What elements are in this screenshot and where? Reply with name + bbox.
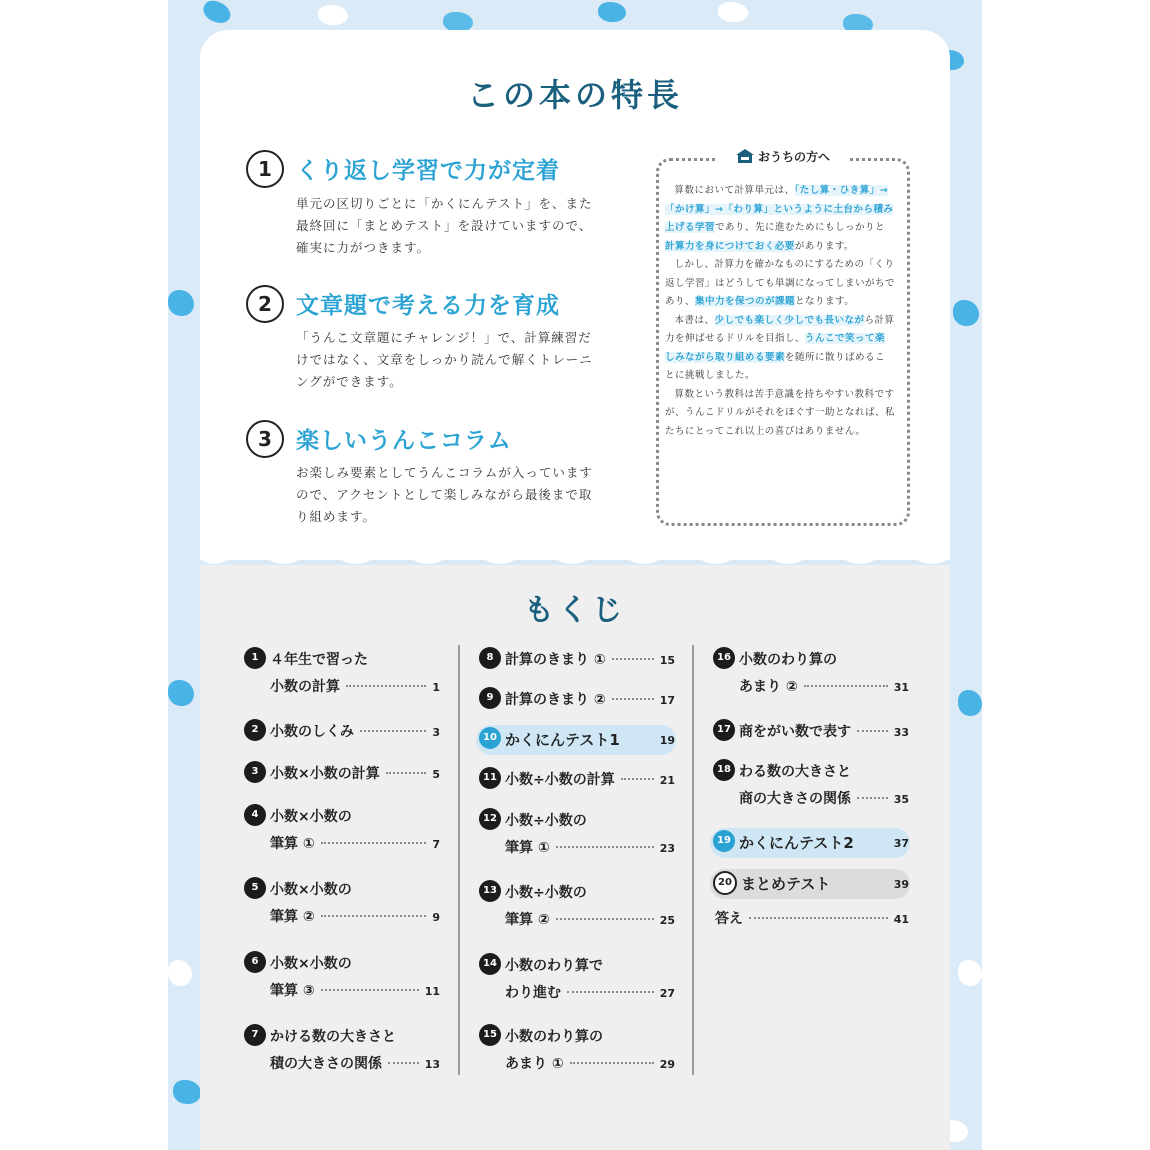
dot-leader [321, 989, 419, 991]
toc-label: 筆算 ② [505, 912, 550, 928]
dot-leader [749, 917, 888, 919]
toc-label: 小数×小数の [270, 956, 352, 972]
toc-label: 筆算 ② [270, 909, 315, 925]
toc-entry [270, 719, 440, 746]
note-text: 本書は、 [674, 314, 715, 326]
chapter-number: 20 [713, 871, 737, 895]
page-number: 33 [893, 726, 909, 739]
toc-entry [270, 804, 440, 858]
note-highlight: 少しでも楽しく少しでも長いなが [714, 314, 865, 326]
page-number: 3 [432, 726, 440, 739]
chapter-number: 11 [479, 767, 501, 789]
dot-leader [388, 1062, 419, 1064]
toc-label: わり進む [505, 985, 561, 1001]
page-number: 35 [893, 793, 909, 806]
blue-blob [443, 12, 473, 32]
toc-label: ４年生で習った [270, 652, 368, 668]
page-number: 37 [893, 837, 909, 850]
feature-heading: 楽しいうんこコラム [296, 428, 512, 454]
toc-item[interactable] [244, 804, 440, 858]
page-number: 5 [432, 768, 440, 781]
toc-label: かける数の大きさと [270, 1029, 396, 1045]
toc-entry [505, 727, 675, 754]
toc-item[interactable] [244, 877, 440, 931]
page-number: 29 [659, 1058, 675, 1071]
toc-label: 小数のわり算で [505, 958, 603, 974]
dot-leader [804, 685, 888, 687]
blue-blob [168, 290, 194, 316]
chapter-number: 7 [244, 1024, 266, 1046]
feature-heading: 文章題で考える力を育成 [296, 293, 560, 319]
note-text: であり、先に進むためにもしっかりと [715, 222, 886, 233]
toc-item[interactable] [713, 647, 909, 701]
page-number: 39 [893, 878, 909, 891]
toc-entry [505, 1024, 675, 1078]
toc-entry [505, 767, 675, 794]
page-number: 23 [659, 842, 675, 855]
parent-note-title: おうちの方へ [757, 150, 830, 164]
toc-label: 筆算 ① [505, 840, 550, 856]
feature-number: 1 [246, 150, 284, 188]
blue-blob [168, 680, 194, 706]
blue-blob [953, 300, 979, 326]
dot-leader [556, 846, 654, 848]
chapter-number: 2 [244, 719, 266, 741]
page-number: 15 [659, 654, 675, 667]
toc-label: 筆算 ③ [270, 983, 315, 999]
note-highlight: 集中力を保つのが課題 [695, 296, 796, 307]
chapter-number: 13 [479, 880, 501, 902]
page-number: 13 [424, 1058, 440, 1071]
dot-leader [567, 991, 654, 993]
feature-number: 3 [246, 420, 284, 458]
toc-entry [270, 951, 440, 1005]
dot-leader [321, 915, 427, 917]
chapter-number: 6 [244, 951, 266, 973]
toc-entry [739, 647, 909, 701]
toc-label: 小数×小数の [270, 809, 352, 825]
toc-item[interactable] [479, 880, 675, 934]
feature-body: 「うんこ文章題にチャレンジ！」で、計算練習だけではなく、文章をしっかり読んで解くトレーニングができます。 [296, 330, 593, 389]
dot-leader [346, 685, 426, 687]
toc-label: 小数×小数の [270, 882, 352, 898]
chapter-number: 17 [713, 719, 735, 741]
dot-leader [612, 698, 654, 700]
toc-label: 計算のきまり ② [505, 692, 606, 708]
toc-label: 小数のわり算の [739, 652, 837, 668]
toc-item[interactable] [244, 647, 440, 701]
toc-label: わる数の大きさと [739, 764, 851, 780]
chapter-number: 4 [244, 804, 266, 826]
toc-item[interactable] [479, 1024, 675, 1078]
white-blob [958, 960, 982, 986]
dot-leader [857, 730, 888, 732]
white-blob [718, 2, 748, 22]
toc-entry [505, 880, 675, 934]
toc-entry [270, 647, 440, 701]
chapter-number: 10 [479, 727, 501, 749]
toc-item[interactable] [479, 808, 675, 862]
toc-label: かくにんテスト1 [505, 731, 620, 749]
page-number: 21 [659, 774, 675, 787]
features-title: この本の特長 [466, 76, 683, 114]
toc-item[interactable] [713, 830, 909, 857]
feature-heading: くり返し学習で力が定着 [296, 158, 560, 184]
dot-leader [570, 1062, 654, 1064]
note-text: があります。 [794, 240, 855, 252]
toc-label: 小数×小数の計算 [270, 766, 380, 782]
chapter-number: 9 [479, 687, 501, 709]
parent-note-heading [718, 148, 848, 165]
toc-entry [270, 1024, 440, 1078]
dot-leader [612, 658, 654, 660]
toc-entry [505, 953, 675, 1007]
page-number: 19 [659, 734, 675, 747]
note-text: 算数において計算単元は、 [674, 185, 795, 196]
toc-label: 筆算 ① [270, 836, 315, 852]
note-paragraph [665, 182, 895, 256]
toc-item[interactable] [713, 719, 909, 746]
chapter-number: 12 [479, 808, 501, 830]
chapter-number: 5 [244, 877, 266, 899]
note-text: となります。 [795, 296, 855, 307]
note-highlight: 計算力を身につけておく必要 [665, 240, 795, 252]
chapter-number: 15 [479, 1024, 501, 1046]
toc-item[interactable] [479, 647, 675, 674]
toc-item[interactable] [713, 871, 909, 898]
note-paragraph [665, 256, 895, 312]
note-text: を随所に散りばめることに挑戦しました。 [665, 351, 886, 381]
chapter-number: 14 [479, 953, 501, 975]
toc-label: かくにんテスト2 [739, 834, 854, 852]
toc-label: あまり ① [505, 1056, 564, 1072]
toc-item[interactable] [713, 759, 909, 813]
toc-entry [505, 647, 675, 674]
toc-entry [505, 808, 675, 862]
note-text: しかし、計算力を確かなものにするための「くり返し学習」はどうしても単調になってしまいがちであり、 [665, 259, 895, 307]
toc-entry [739, 759, 909, 813]
toc-entry [270, 877, 440, 931]
page-number: 9 [432, 911, 440, 924]
toc-label: 答え [715, 911, 743, 927]
toc-label: 小数÷小数の計算 [505, 772, 615, 788]
house-icon [736, 149, 754, 163]
toc-label: あまり ② [739, 679, 798, 695]
toc-item[interactable] [244, 719, 440, 746]
page-number: 25 [659, 914, 675, 927]
feature-body: お楽しみ要素としてうんこコラムが入っていますので、アクセントとして楽しみながら最後まで取り組めます。 [296, 465, 593, 524]
chapter-number: 8 [479, 647, 501, 669]
toc-item[interactable] [244, 951, 440, 1005]
toc-label: 小数÷小数の [505, 813, 587, 829]
column-divider [692, 645, 694, 1075]
dot-leader [857, 797, 888, 799]
white-blob [318, 5, 348, 25]
note-highlight: 「たし算・ひき算」→「かけ算」→「わり算」というように土台から積み上げる学習 [665, 185, 894, 233]
toc-entry [739, 830, 909, 857]
toc-label: 商の大きさの関係 [739, 791, 851, 807]
blue-blob [173, 1080, 201, 1104]
toc-label: 小数÷小数の [505, 885, 587, 901]
toc-entry [505, 687, 675, 714]
page-number: 1 [432, 681, 440, 694]
toc-label: まとめテスト [741, 875, 831, 893]
page-number: 17 [659, 694, 675, 707]
page-number: 27 [659, 987, 675, 1000]
dot-leader [556, 918, 654, 920]
page-number: 31 [893, 681, 909, 694]
toc-item[interactable] [479, 727, 675, 754]
toc-label: 積の大きさの関係 [270, 1056, 382, 1072]
blue-blob [958, 690, 982, 716]
chapter-number: 16 [713, 647, 735, 669]
toc-item[interactable] [479, 767, 675, 794]
toc-item[interactable] [244, 761, 440, 788]
toc-label: 商をがい数で表す [739, 724, 851, 740]
page-number: 7 [432, 838, 440, 851]
toc-entry [713, 906, 909, 933]
parent-note-text [665, 182, 895, 441]
toc-entry [270, 761, 440, 788]
toc-label: 小数のわり算の [505, 1029, 603, 1045]
dot-leader [321, 842, 427, 844]
column-divider [458, 645, 460, 1075]
toc-item[interactable] [479, 687, 675, 714]
note-highlight: うんこで笑って楽しみながら取り組める要素 [665, 333, 886, 363]
toc-item[interactable] [244, 1024, 440, 1078]
toc-label: 小数の計算 [270, 679, 340, 695]
toc-label: 小数のしくみ [270, 724, 354, 740]
dot-leader [386, 772, 427, 774]
toc-item[interactable] [713, 906, 909, 933]
page-number: 11 [424, 985, 440, 998]
feature-number: 2 [246, 285, 284, 323]
chapter-number: 3 [244, 761, 266, 783]
chapter-number: 18 [713, 759, 735, 781]
feature-body: 単元の区切りごとに「かくにんテスト」を、また最終回に「まとめテスト」を設けていますので、確実に力がつきます。 [296, 196, 593, 255]
blue-blob [598, 2, 626, 22]
toc-entry [739, 719, 909, 746]
note-paragraph: 算数という教科は苦手意識を持ちやすい教科ですが、うんこドリルがそれをほぐす一助となれば、私たちにとってこれ以上の喜びはありません。 [665, 388, 896, 437]
book-page [168, 0, 982, 1150]
dot-leader [360, 730, 426, 732]
white-blob [168, 960, 192, 986]
blue-blob [200, 0, 233, 26]
toc-entry [741, 871, 909, 898]
dot-leader [621, 778, 654, 780]
toc-title: もくじ [524, 593, 626, 628]
toc-label: 計算のきまり ① [505, 652, 606, 668]
toc-item[interactable] [479, 953, 675, 1007]
chapter-number: 1 [244, 647, 266, 669]
note-paragraph [665, 312, 895, 386]
page-number: 41 [893, 913, 909, 926]
note-text: ら計算力を伸ばせるドリルを目指し、 [665, 314, 895, 344]
chapter-number: 19 [713, 830, 735, 852]
